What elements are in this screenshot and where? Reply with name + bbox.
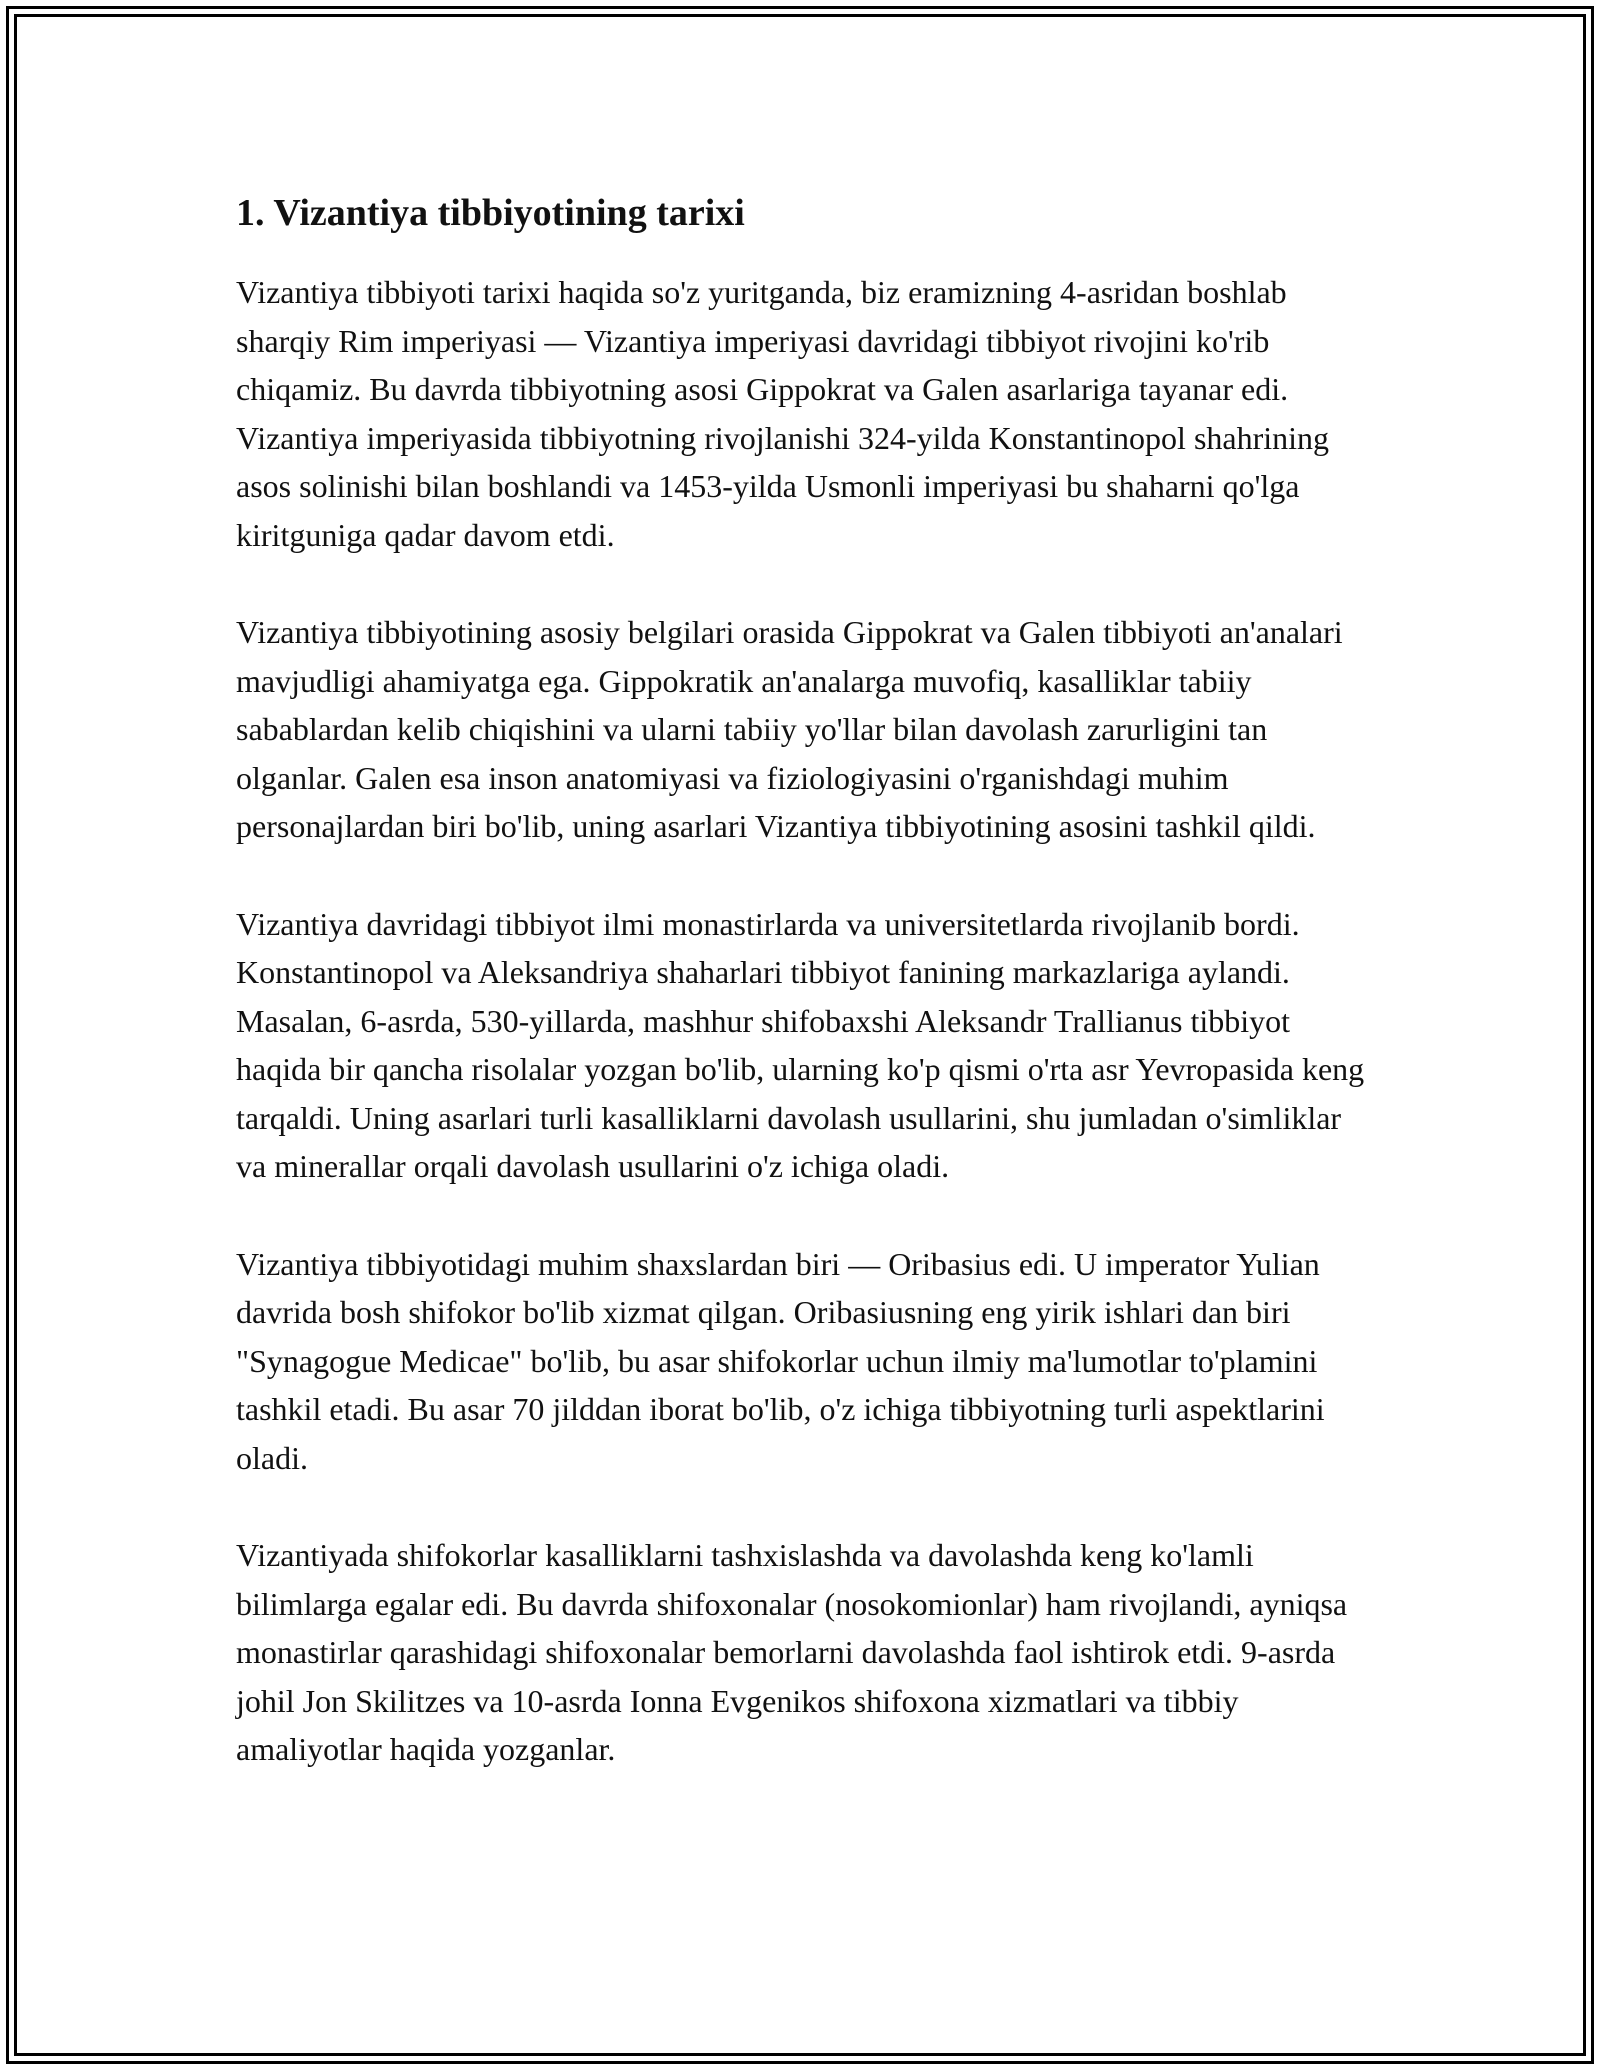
paragraph-1: Vizantiya tibbiyoti tarixi haqida so'z yuritganda, biz eramizning 4-asridan boshlab sharqiy Rim imperiyasi — Vizantiya imperiyasi davridagi tibbiyot rivojini ko'rib chiqamiz. Bu davrda tibbiyotning asosi Gippokrat va Galen asarlariga tayanar edi. Vizantiya imperiyasida tibbiyotning rivojlanishi 324-yilda Konstantinopol shahrining asos solinishi bilan boshlandi va 1453-yilda Usmonli imperiyasi bu shaharni qo'lga kiritguniga qadar davom etdi.	[236, 274, 1330, 553]
paragraph-4: Vizantiya tibbiyotidagi muhim shaxslardan biri — Oribasius edi. U imperator Yulian davrida bosh shifokor bo'lib xizmat qilgan. Oribasiusning eng yirik ishlari dan biri "Synagogue Medicae" bo'lib, bu asar shifokorlar uchun ilmiy ma'lumotlar to'plamini tashkil etadi. Bu asar 70 jilddan iborat bo'lib, o'z ichiga tibbiyotning turli aspektlarini oladi.	[236, 1245, 1325, 1476]
paragraph-2: Vizantiya tibbiyotining asosiy belgilari orasida Gippokrat va Galen tibbiyoti an'analari mavjudligi ahamiyatga ega. Gippokratik an'analarga muvofiq, kasalliklar tabiiy sabablardan kelib chiqishini va ularni tabiiy yo'llar bilan davolash zarurligini tan olganlar. Galen esa inson anatomiyasi va fiziologiyasini o'rganishdagi muhim personajlardan biri bo'lib, uning asarlari Vizantiya tibbiyotining asosini tashkil qildi.	[236, 614, 1343, 844]
paragraph-5: Vizantiyada shifokorlar kasalliklarni tashxislashda va davolashda keng ko'lamli bilimlarga egalar edi. Bu davrda shifoxonalar (nosokomionlar) ham rivojlandi, ayniqsa monastirlar qarashidagi shifoxonalar bemorlarni davolashda faol ishtirok etdi. 9-asrda johil Jon Skilitzes va 10-asrda Ionna Evgenikos shifoxona xizmatlari va tibbiy amaliyotlar haqida yozganlar.	[236, 1537, 1348, 1767]
paragraph-3: Vizantiya davridagi tibbiyot ilmi monastirlarda va universitetlarda rivojlanib bordi. Konstantinopol va Aleksandriya shaharlari tibbiyot fanining markazlariga aylandi. Masalan, 6-asrda, 530-yillarda, mashhur shifobaxshi Aleksandr Trallianus tibbiyot haqida bir qancha risolalar yozgan bo'lib, ularning ko'p qismi o'rta asr Yevropasida keng tarqaldi. Uning asarlari turli kasalliklarni davolash usullarini, shu jumladan o'simliklar va minerallar orqali davolash usullarini o'z ichiga oladi.	[236, 905, 1365, 1184]
document-title: 1. Vizantiya tibbiyotining tarixi	[236, 192, 745, 234]
document-body	[236, 188, 1366, 1823]
